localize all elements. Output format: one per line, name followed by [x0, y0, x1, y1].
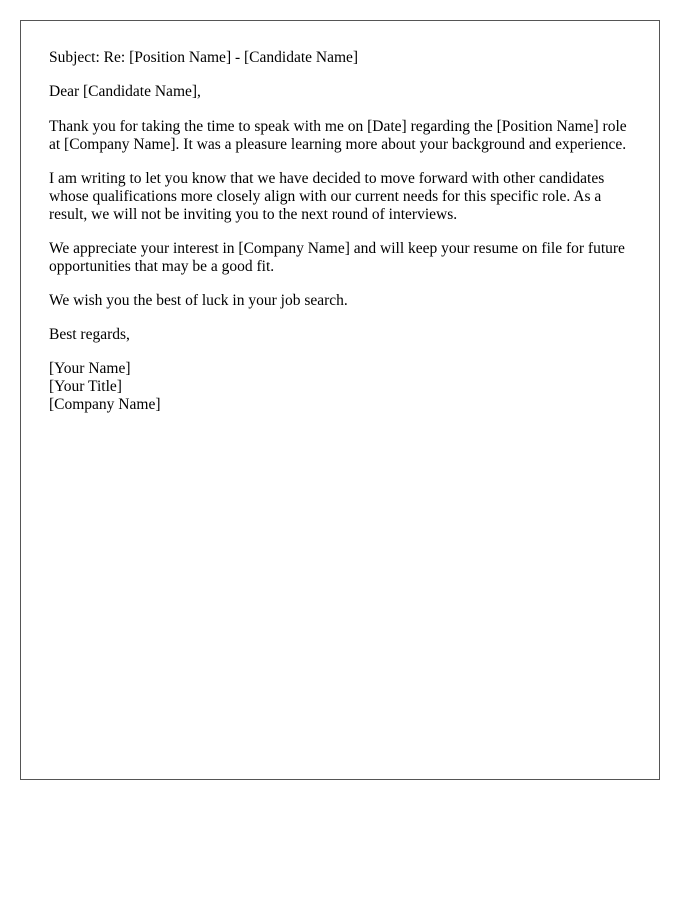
- letter-document: [20, 20, 660, 780]
- signature-company: [Company Name]: [49, 396, 161, 413]
- signature-title: [Your Title]: [49, 378, 122, 395]
- salutation: Dear [Candidate Name],: [49, 83, 201, 100]
- signature-block: [49, 360, 631, 414]
- signature-name: [Your Name]: [49, 360, 131, 377]
- subject-line: Subject: Re: [Position Name] - [Candidate Name]: [49, 49, 359, 66]
- body-paragraph: Thank you for taking the time to speak with me on [Date] regarding the [Position Name] role at [Company Name]. It was a pleasure learning more about your background and experience.: [49, 118, 627, 153]
- body-paragraph: We appreciate your interest in [Company Name] and will keep your resume on file for future opportunities that may be a good fit.: [49, 240, 625, 275]
- closing-line: Best regards,: [49, 326, 130, 343]
- body-paragraph: I am writing to let you know that we have decided to move forward with other candidates whose qualifications more closely align with our current needs for this specific role. As a result, we will not be inviting you to the next round of interviews.: [49, 170, 605, 223]
- body-paragraph: We wish you the best of luck in your job search.: [49, 292, 348, 309]
